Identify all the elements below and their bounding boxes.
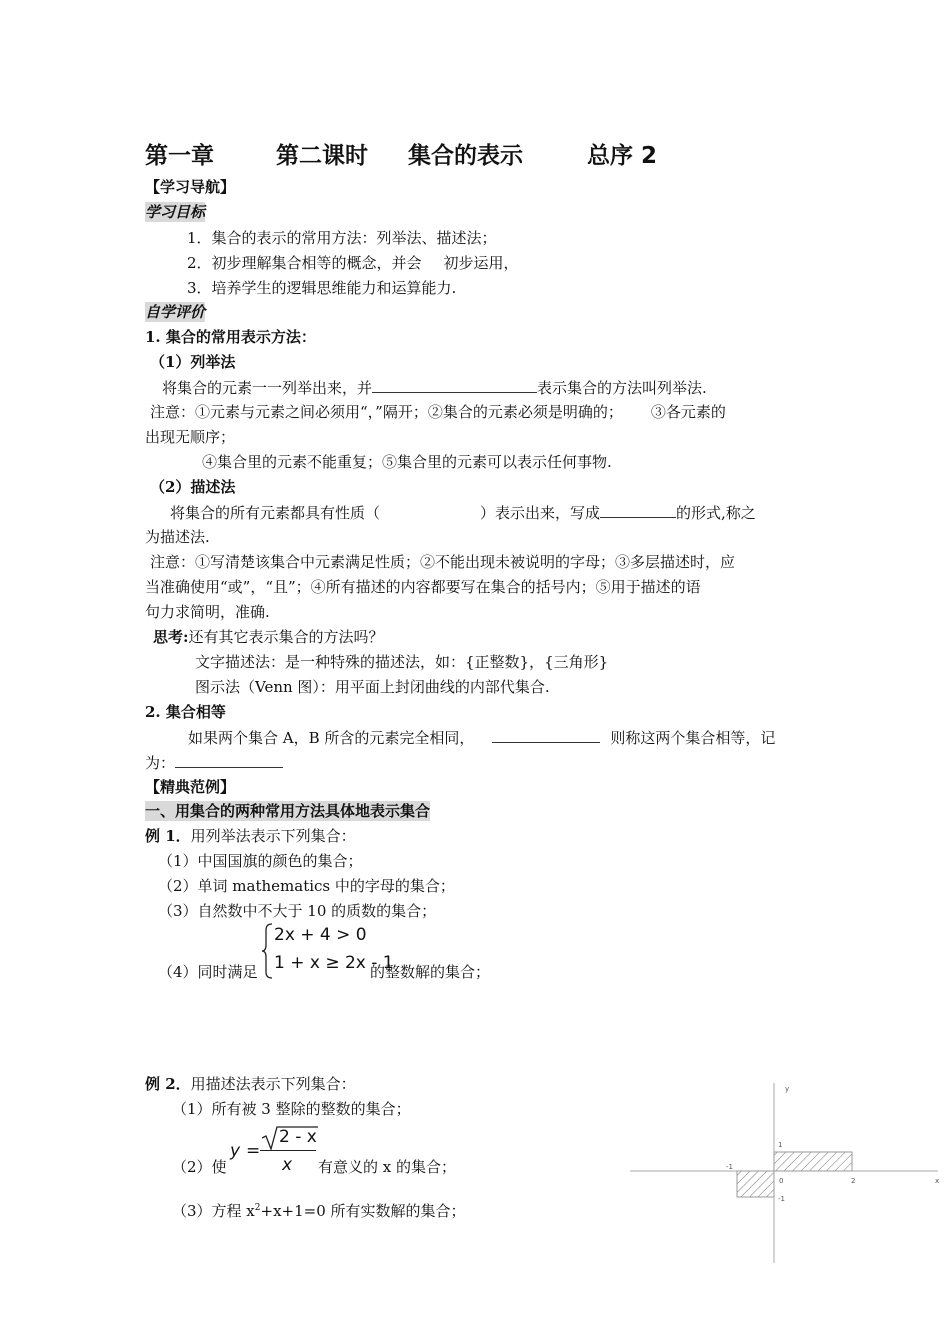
example1-item-4-a: （4）同时满足	[158, 963, 258, 981]
goal-item-2-b: 初步运用，	[443, 254, 519, 272]
title-topic: 集合的表示	[408, 143, 523, 169]
shaded-region-1	[774, 1152, 852, 1171]
section-2-heading: 2. 集合相等	[145, 703, 226, 721]
tick-x-2: 2	[851, 1177, 856, 1185]
inequality-brace	[260, 922, 274, 980]
desc-method-text-2: 为描述法.	[145, 528, 210, 546]
section-1-heading: 1. 集合的常用表示方法：	[145, 328, 316, 346]
inequality-1: 2x + 4 > 0	[274, 925, 367, 945]
inequality-2: 1 + x ≥ 2x - 1	[274, 953, 394, 973]
text-method-line: 文字描述法：是一种特殊的描述法，如：{正整数}，{三角形}	[195, 653, 609, 671]
fraction-bar	[260, 1150, 316, 1151]
y-axis-label: y	[785, 1085, 790, 1093]
title-lesson: 第二课时	[276, 143, 368, 169]
examples-part1-heading: 一、用集合的两种常用方法具体地表示集合	[145, 802, 431, 820]
title-chapter: 第一章	[145, 143, 214, 169]
goal-item-2-a: 2．初步理解集合相等的概念，并会	[187, 254, 422, 272]
tick-x-neg1: -1	[726, 1163, 733, 1171]
page-title	[145, 137, 657, 170]
x-axis-label: x	[935, 1177, 940, 1185]
note2-line2: 当准确使用“或”，“且”；④所有描述的内容都要写在集合的括号内；⑤用于描述的语	[145, 578, 701, 596]
note1-line2: 出现无顺序；	[145, 428, 236, 446]
example2-label: 例 2．	[145, 1075, 191, 1093]
example1-item-4-b: 的整数解的集合；	[370, 963, 491, 981]
goals-heading: 学习目标	[145, 203, 206, 221]
note1-line3: ④集合里的元素不能重复；⑤集合里的元素可以表示任何事物.	[202, 453, 612, 471]
example2-item-2-a: （2）使	[172, 1158, 227, 1176]
think-line: 思考:还有其它表示集合的方法吗？	[153, 628, 384, 646]
example2-intro: 例 2．用描述法表示下列集合：	[145, 1075, 356, 1093]
goal-item-1: 1．集合的表示的常用方法：列举法、描述法；	[187, 229, 497, 247]
example1-item-2: （2）单词 mathematics 中的字母的集合；	[158, 877, 455, 895]
shaded-region-2	[737, 1171, 774, 1197]
examples-header: 【精典范例】	[145, 778, 236, 796]
note1-line1: 注意：①元素与元素之间必须用“，”隔开；②集合的元素必须是明确的； ③各元素的	[150, 403, 726, 421]
nav-header: 【学习导航】	[145, 178, 236, 196]
note2-line1: 注意：①写清楚该集合中元素满足性质；②不能出现未被说明的字母；③多层描述时，应	[150, 553, 736, 571]
coordinate-graph	[625, 1075, 947, 1270]
tick-origin: 0	[779, 1177, 784, 1185]
set-equal-text-2: 为：	[145, 752, 283, 773]
example1-item-1: （1）中国国旗的颜色的集合；	[158, 852, 363, 870]
note2-line3: 句力求简明，准确.	[145, 603, 270, 621]
example1-intro: 例 1．用列举法表示下列集合：	[145, 827, 356, 845]
fraction-y: y	[230, 1141, 241, 1161]
desc-method-heading: （2）描述法	[150, 478, 236, 496]
desc-blank-form	[600, 502, 676, 518]
enum-method-heading: （1）列举法	[150, 353, 236, 371]
tick-y-1: 1	[778, 1141, 783, 1149]
example2-item-2-b: 有意义的 x 的集合；	[318, 1158, 456, 1176]
think-label: 思考:	[153, 628, 189, 646]
equal-blank-2	[175, 752, 283, 768]
goal-item-3: 3．培养学生的逻辑思维能力和运算能力.	[187, 279, 457, 297]
set-equal-text: 如果两个集合 A，B 所含的元素完全相同， 则称这两个集合相等，记	[188, 729, 776, 747]
enum-blank	[372, 377, 537, 393]
example1-label: 例 1．	[145, 827, 191, 845]
goal-item-2	[187, 253, 519, 273]
self-eval-heading: 自学评价	[145, 303, 206, 321]
example1-item-3: （3）自然数中不大于 10 的质数的集合；	[158, 902, 437, 920]
tick-y-neg1: -1	[778, 1195, 785, 1203]
example2-item-1: （1）所有被 3 整除的整数的集合；	[172, 1100, 411, 1118]
example2-item-3: （3）方程 $x^2+x+1=0$ 所有实数解的集合；	[172, 1202, 466, 1220]
fraction-numerator: 2 - x	[279, 1127, 317, 1147]
fraction-denominator: x	[282, 1155, 293, 1175]
title-order: 总序 2	[587, 143, 658, 169]
venn-method-line: 图示法（Venn 图）：用平面上封闭曲线的内部代集合.	[195, 678, 550, 696]
fraction-eq: =	[246, 1141, 261, 1161]
desc-method-text: 将集合的所有元素都具有性质（ ）表示出来，写成 的形式,称之	[170, 504, 756, 522]
enum-method-text: 将集合的元素一一列举出来，并 表示集合的方法叫列举法.	[162, 379, 707, 397]
equal-blank-1	[492, 727, 600, 743]
